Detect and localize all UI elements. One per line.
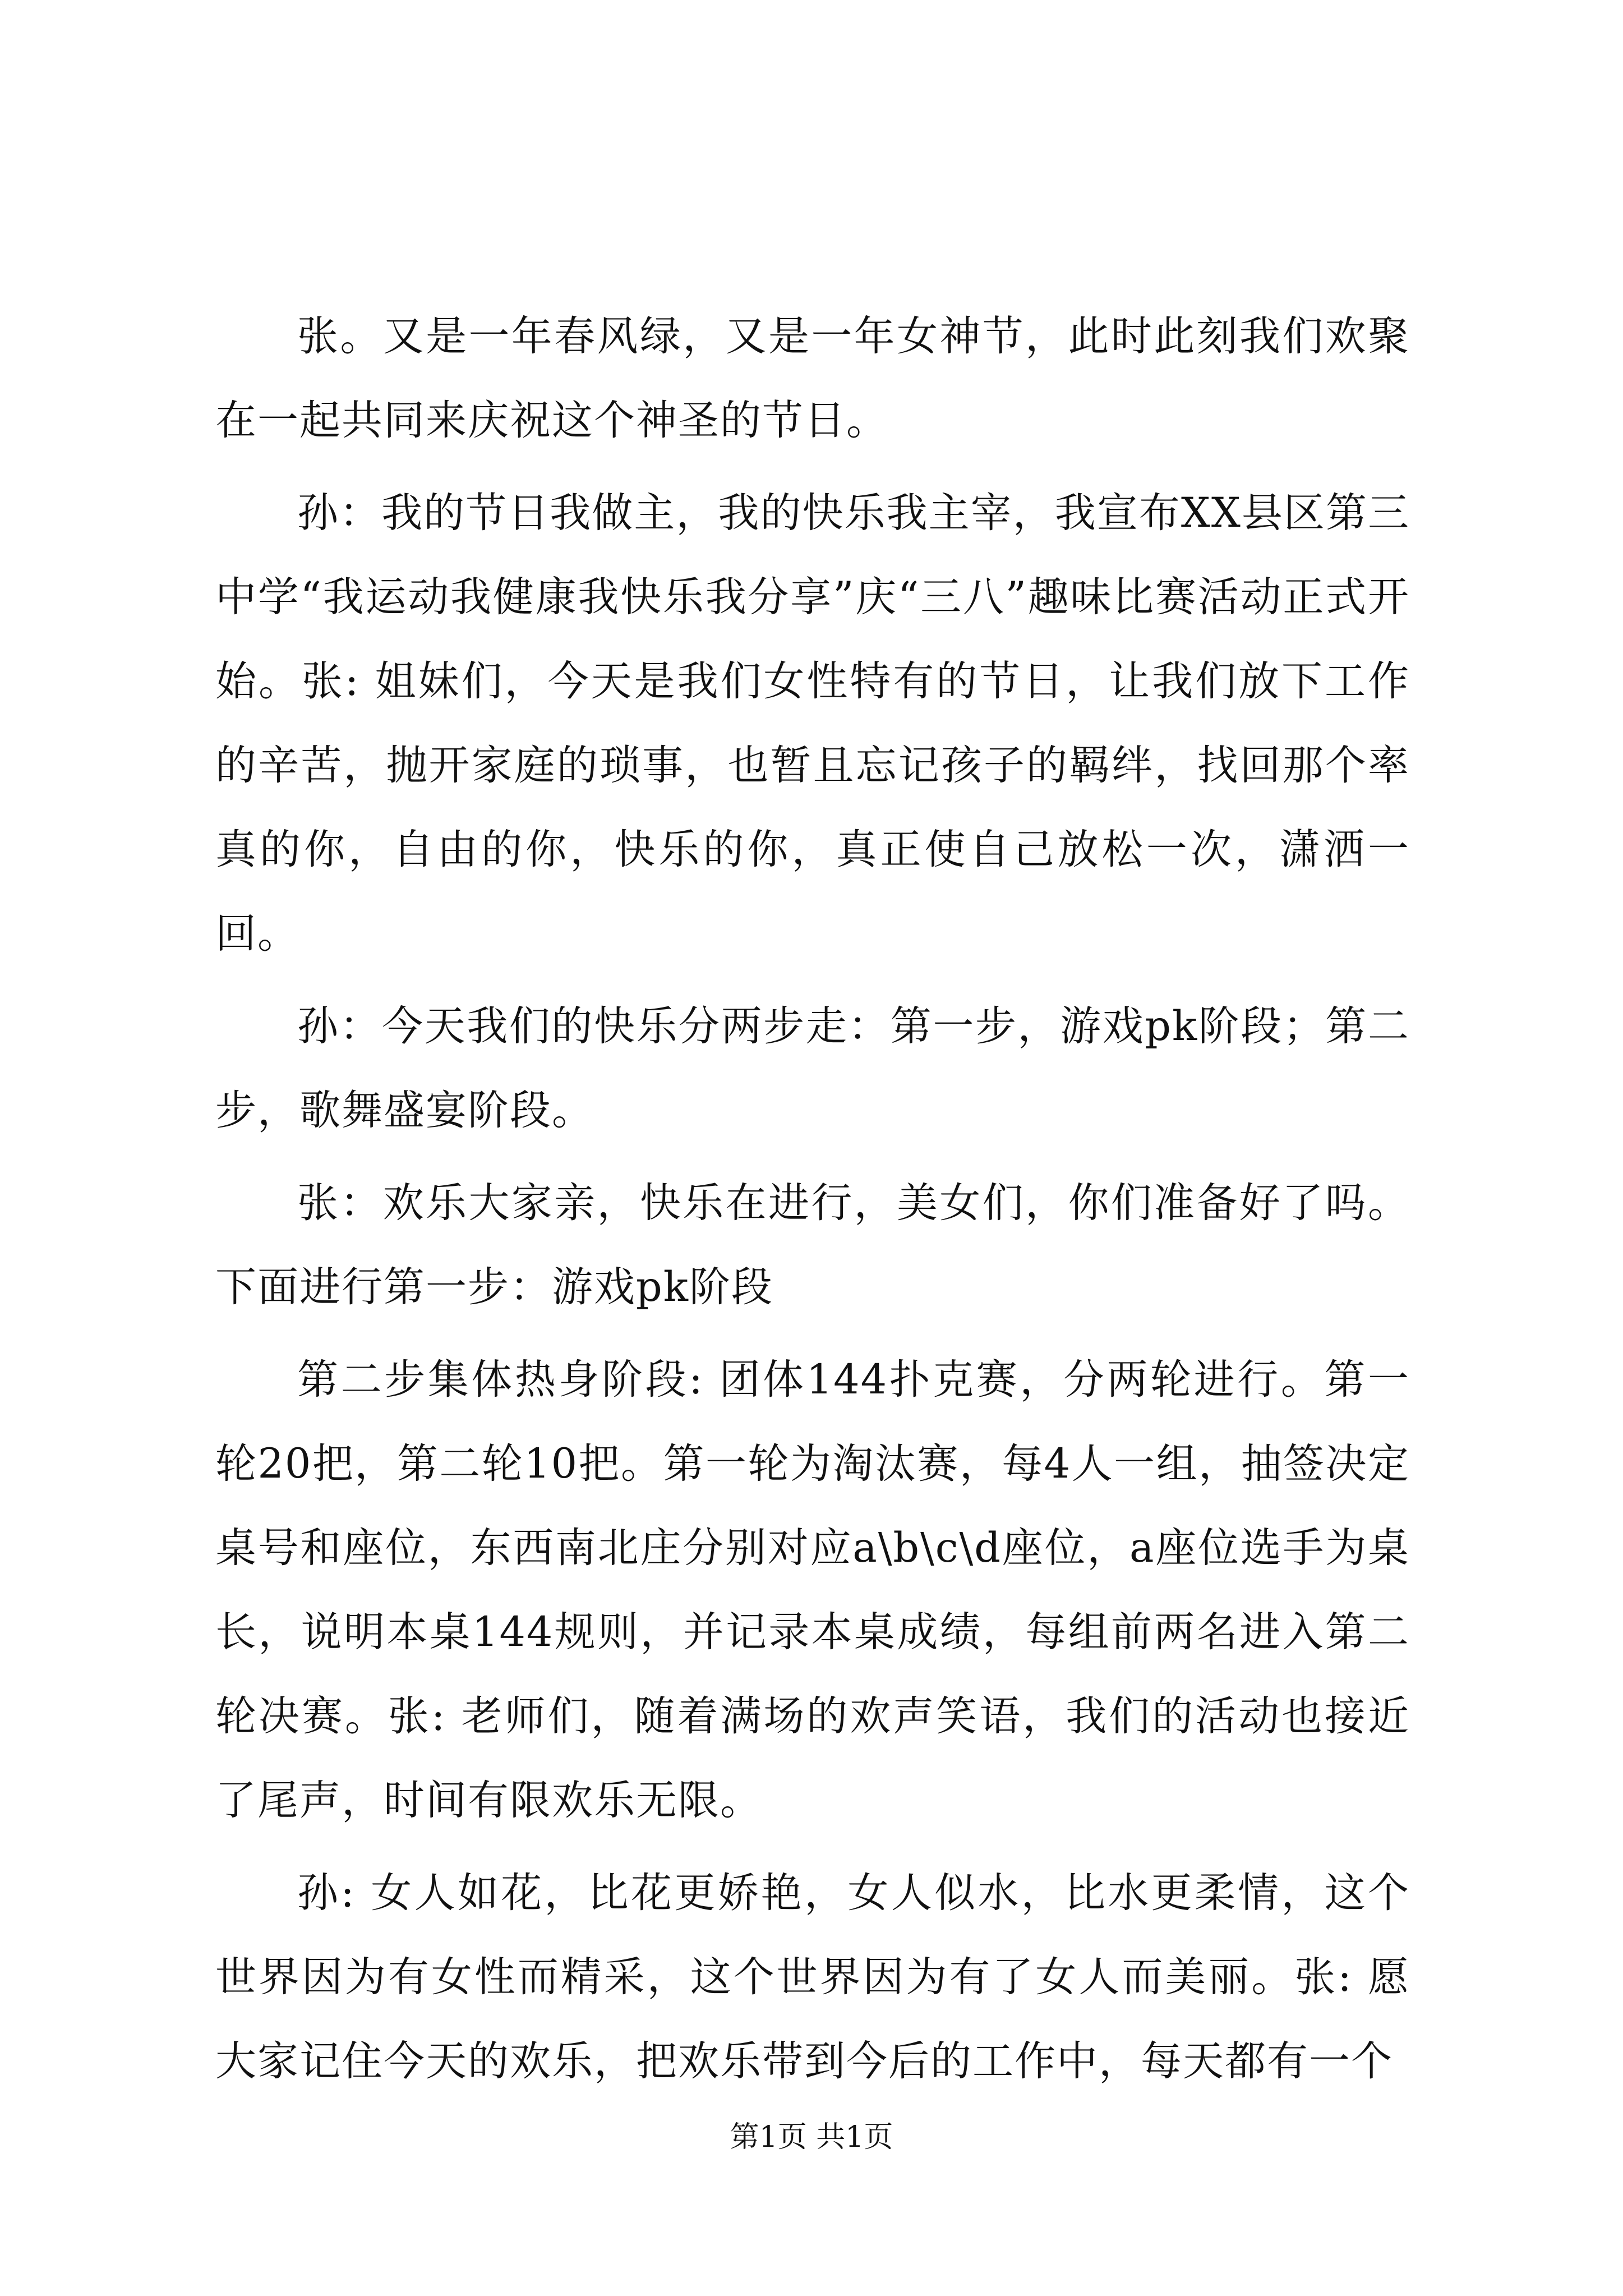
- paragraph: 第二步集体热身阶段: 团体144扑克赛，分两轮进行。第一轮20把，第二轮10把。第一轮为淘汰赛，每4人一组，抽签决定桌号和座位，东西南北庄分别对应a\b\c\d座位，a座位选手为桌长，说明本桌144规则，并记录本桌成绩，每组前两名进入第二轮决赛。张: 老师们，随着满场的欢声笑语，我们的活动也接近了尾声，时间有限欢乐无限。: [215, 1356, 1410, 1824]
- paragraph: 张：欢乐大家亲，快乐在进行，美女们，你们准备好了吗。下面进行第一步：游戏pk阶段: [215, 1179, 1410, 1311]
- paragraph: 孙: 女人如花，比花更娇艳，女人似水，比水更柔情，这个世界因为有女性而精采，这个世界因为有了女人而美丽。张: 愿大家记住今天的欢乐，把欢乐带到今后的工作中，每天都有一个: [215, 1869, 1410, 2085]
- paragraph: 张。又是一年春风绿，又是一年女神节，此时此刻我们欢聚在一起共同来庆祝这个神圣的节日。: [215, 312, 1410, 444]
- paragraph: 孙：今天我们的快乐分两步走：第一步，游戏pk阶段；第二步，歌舞盛宴阶段。: [215, 1002, 1410, 1134]
- document-body: [215, 295, 1410, 2112]
- page-number-footer: 第1页 共1页: [730, 2120, 893, 2154]
- paragraph: 孙：我的节日我做主，我的快乐我主宰，我宣布XX县区第三中学“我运动我健康我快乐我分享”庆“三八”趣味比赛活动正式开始。张: 姐妹们，今天是我们女性特有的节日，让我们放下工作的辛苦，抛开家庭的琐事，也暂且忘记孩子的羁绊，找回那个率真的你，自由的你，快乐的你，真正使自己放松一次，潇洒一回。: [215, 489, 1410, 958]
